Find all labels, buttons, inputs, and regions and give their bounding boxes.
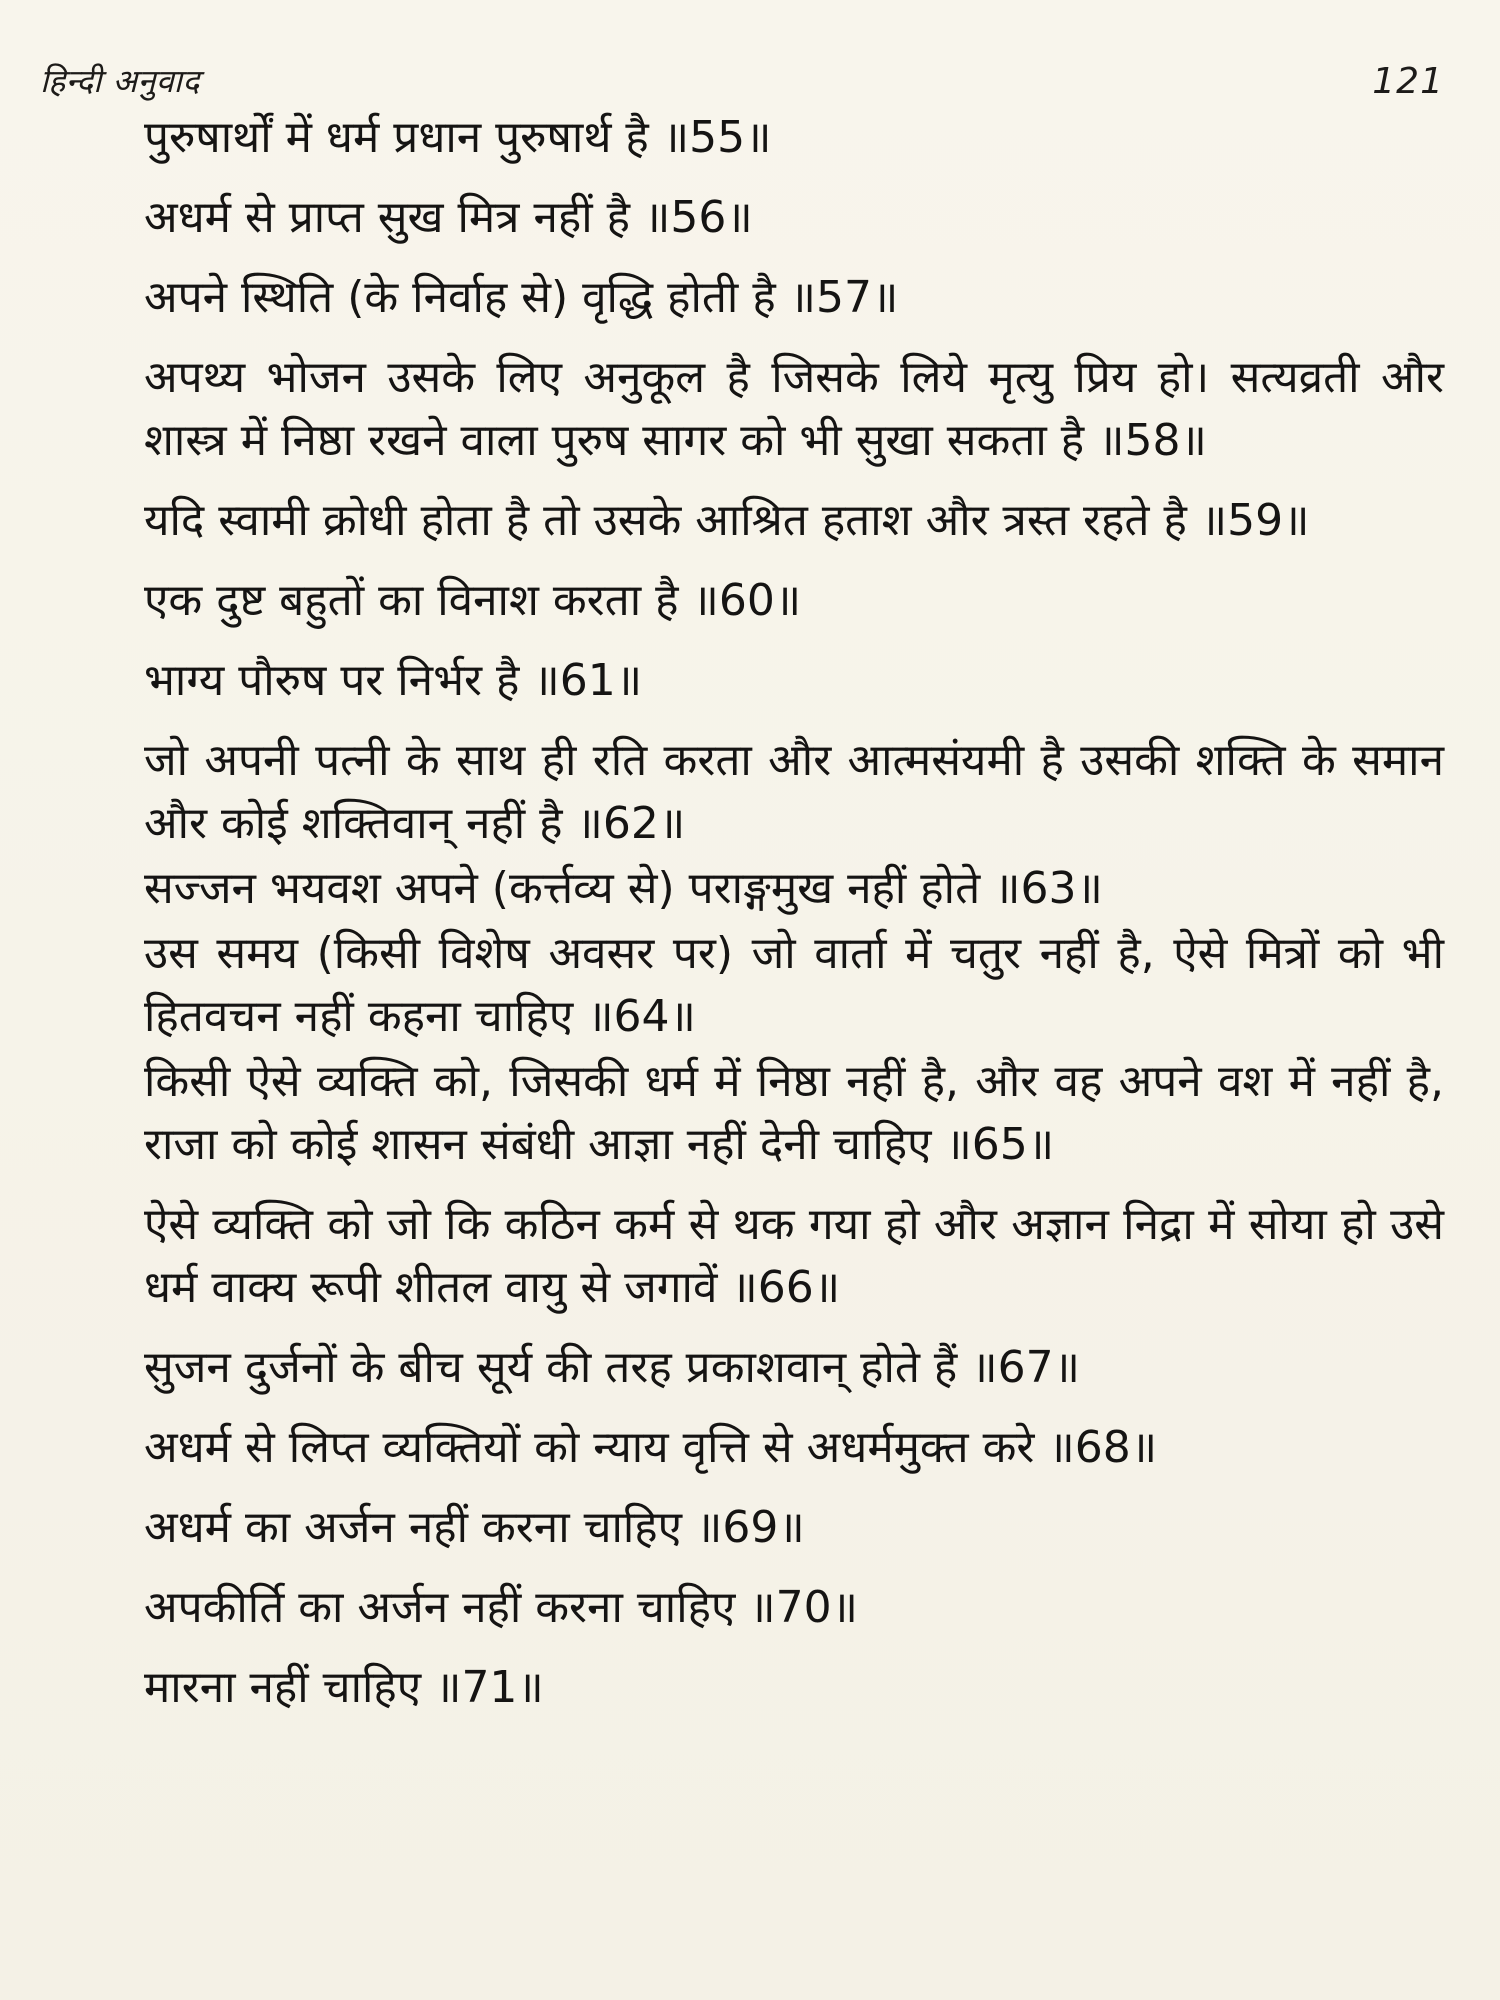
- verse-63: सज्जन भयवश अपने (कर्त्तव्य से) पराङ्गमुख नहीं होते ॥63॥: [144, 863, 1103, 914]
- verse-58: अपथ्य भोजन उसके लिए अनुकूल है जिसके लिये मृत्यु प्रिय हो। सत्यव्रती और शास्त्र में निष्ठा रखने वाला पुरुष सागर को भी सुखा सकता है ॥58॥: [144, 352, 1444, 466]
- verse-55: पुरुषार्थों में धर्म प्रधान पुरुषार्थ है ॥55॥: [144, 112, 772, 163]
- verse-60: एक दुष्ट बहुतों का विनाश करता है ॥60॥: [144, 575, 802, 626]
- verse-69: अधर्म का अर्जन नहीं करना चाहिए ॥69॥: [144, 1502, 805, 1553]
- verse-71: मारना नहीं चाहिए ॥71॥: [144, 1662, 544, 1713]
- verse-57: अपने स्थिति (के निर्वाह से) वृद्धि होती है ॥57॥: [144, 272, 899, 323]
- page-header: [40, 40, 1444, 102]
- verse-70: अपकीर्ति का अर्जन नहीं करना चाहिए ॥70॥: [144, 1582, 858, 1633]
- page-number: 121: [1372, 61, 1444, 102]
- verse-66: ऐसे व्यक्ति को जो कि कठिन कर्म से थक गया हो और अज्ञान निद्रा में सोया हो उसे धर्म वाक्य रूपी शीतल वायु से जगावें ॥66॥: [144, 1199, 1444, 1313]
- verse-56: अधर्म से प्राप्त सुख मित्र नहीं है ॥56॥: [144, 192, 753, 243]
- verse-64: उस समय (किसी विशेष अवसर पर) जो वार्ता में चतुर नहीं है, ऐसे मित्रों को भी हितवचन नहीं कहना चाहिए ॥64॥: [144, 928, 1444, 1042]
- verse-61: भाग्य पौरुष पर निर्भर है ॥61॥: [144, 655, 643, 706]
- verse-67: सुजन दुर्जनों के बीच सूर्य की तरह प्रकाशवान् होते हैं ॥67॥: [144, 1342, 1080, 1393]
- verse-65: किसी ऐसे व्यक्ति को, जिसकी धर्म में निष्ठा नहीं है, और वह अपने वश में नहीं है, राजा को कोई शासन संबंधी आज्ञा नहीं देनी चाहिए ॥65॥: [144, 1056, 1444, 1170]
- verse-62: जो अपनी पत्नी के साथ ही रति करता और आत्मसंयमी है उसकी शक्ति के समान और कोई शक्तिवान् नहीं है ॥62॥: [144, 735, 1444, 849]
- verse-68: अधर्म से लिप्त व्यक्तियों को न्याय वृत्ति से अधर्ममुक्त करे ॥68॥: [144, 1422, 1158, 1473]
- running-title: हिन्दी अनुवाद: [40, 62, 200, 100]
- verse-list: [40, 106, 1444, 1719]
- verse-59: यदि स्वामी क्रोधी होता है तो उसके आश्रित हताश और त्रस्त रहते है ॥59॥: [144, 495, 1310, 546]
